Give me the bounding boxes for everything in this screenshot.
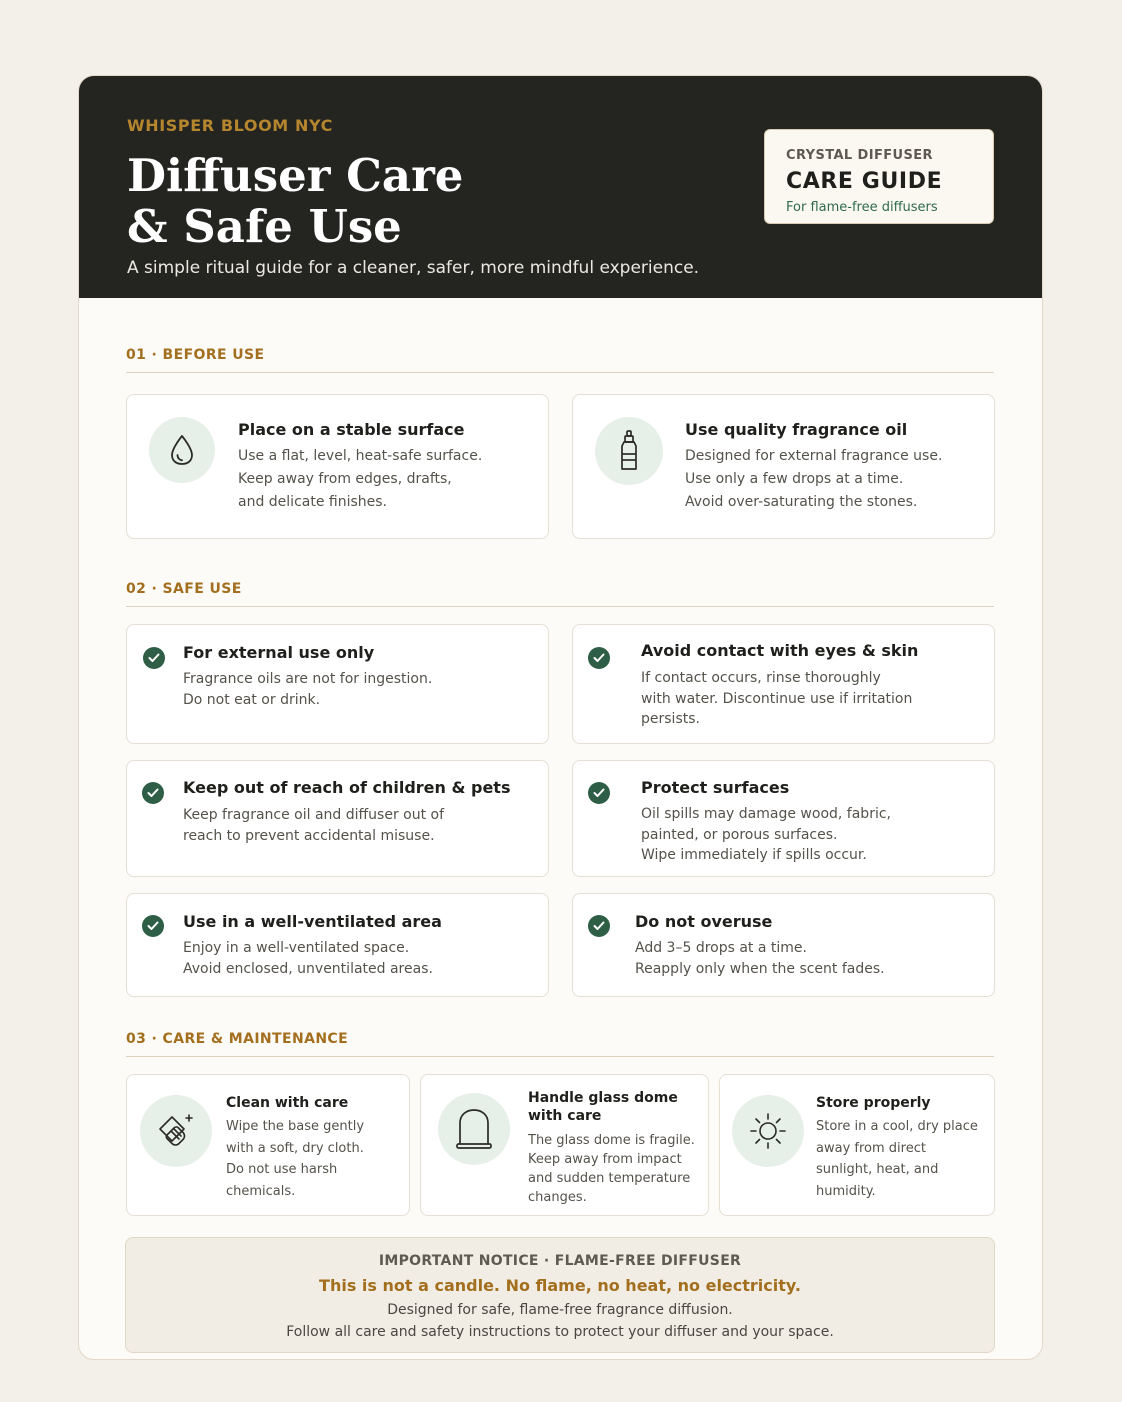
check-icon	[588, 915, 610, 937]
card-title: For external use only	[183, 643, 375, 662]
card-line: reach to prevent accidental misuse.	[183, 827, 435, 844]
card-title-line: Handle glass dome	[528, 1090, 678, 1106]
card-title-line: Store properly	[816, 1095, 931, 1111]
card-line: The glass dome is fragile.	[528, 1133, 695, 1148]
badge-eyebrow: CRYSTAL DIFFUSER	[786, 148, 933, 163]
brand-name: WHISPER BLOOM NYC	[127, 116, 333, 135]
card-body	[641, 804, 891, 866]
card-line: Add 3–5 drops at a time.	[635, 940, 807, 956]
page-subtitle: A simple ritual guide for a cleaner, safer, more mindful experience.	[127, 258, 700, 278]
card-body	[226, 1116, 364, 1202]
card-line: changes.	[528, 1190, 587, 1205]
care-guide-badge	[764, 129, 994, 224]
card-line: Avoid enclosed, unventilated areas.	[183, 960, 433, 977]
card-ventilated-area	[126, 893, 549, 997]
card-line: Wipe immediately if spills occur.	[641, 847, 867, 863]
card-title	[528, 1089, 678, 1125]
card-body	[641, 668, 912, 730]
card-fragrance-oil	[572, 394, 995, 539]
sun-icon	[732, 1095, 804, 1167]
card-external-use	[126, 624, 549, 744]
check-icon	[143, 647, 165, 669]
card-line: Avoid over-saturating the stones.	[685, 494, 918, 510]
card-title	[226, 1094, 348, 1112]
section-divider	[126, 372, 994, 373]
card-line: with a soft, dry cloth.	[226, 1140, 364, 1156]
card-line: Fragrance oils are not for ingestion.	[183, 671, 433, 687]
card-line: persists.	[641, 711, 700, 727]
cleaning-hand-icon	[140, 1095, 212, 1167]
notice-line-2: Follow all care and safety instructions to protect your diffuser and your space.	[286, 1324, 834, 1340]
check-icon	[142, 915, 164, 937]
header-banner	[79, 76, 1043, 298]
card-line: Store in a cool, dry place	[816, 1119, 978, 1134]
card-line: Enjoy in a well-ventilated space.	[183, 940, 410, 956]
card-body	[183, 669, 432, 710]
notice-headline: This is not a candle. No flame, no heat, no electricity.	[319, 1276, 801, 1295]
card-line: chemicals.	[226, 1183, 296, 1199]
card-line: Keep fragrance oil and diffuser out of	[183, 807, 445, 823]
card-line: and sudden temperature	[528, 1171, 691, 1186]
card-line: Use only a few drops at a time.	[685, 471, 904, 487]
card-title-line: with care	[528, 1108, 602, 1124]
card-title: Avoid contact with eyes & skin	[641, 641, 919, 660]
care-guide-sheet	[78, 75, 1043, 1360]
card-body	[183, 805, 444, 846]
drop-icon	[149, 417, 215, 483]
card-body	[183, 938, 433, 979]
card-children-pets	[126, 760, 549, 877]
important-notice	[125, 1237, 995, 1353]
page-title	[127, 150, 463, 252]
badge-subtitle: For flame-free diffusers	[786, 200, 938, 215]
card-line: and delicate finishes.	[238, 494, 388, 510]
card-title	[816, 1094, 931, 1112]
bottle-icon	[595, 417, 663, 485]
card-title-line: Clean with care	[226, 1095, 349, 1111]
badge-title: CARE GUIDE	[786, 169, 943, 194]
card-line: Wipe the base gently	[226, 1119, 365, 1134]
glass-dome-icon	[438, 1093, 510, 1165]
card-body	[685, 445, 942, 514]
card-protect-surfaces	[572, 760, 995, 877]
card-line: sunlight, heat, and	[816, 1162, 939, 1177]
card-title: Keep out of reach of children & pets	[183, 778, 511, 797]
card-line: painted, or porous surfaces.	[641, 826, 838, 843]
section-label-safe-use: 02 · SAFE USE	[126, 581, 242, 597]
card-title: Protect surfaces	[641, 778, 790, 797]
card-line: Do not use harsh	[226, 1162, 338, 1177]
card-stable-surface	[126, 394, 549, 539]
card-title: Do not overuse	[635, 912, 773, 931]
section-label-care: 03 · CARE & MAINTENANCE	[126, 1031, 349, 1047]
section-divider	[126, 1056, 994, 1057]
card-title: Place on a stable surface	[238, 420, 465, 439]
card-body	[635, 938, 885, 979]
card-store-properly	[719, 1074, 995, 1216]
card-clean-with-care	[126, 1074, 410, 1216]
page-title-line-2: & Safe Use	[127, 200, 402, 253]
card-body	[816, 1116, 978, 1202]
card-line: Designed for external fragrance use.	[685, 448, 943, 464]
card-title: Use in a well-ventilated area	[183, 912, 442, 931]
check-icon	[142, 782, 164, 804]
check-icon	[588, 782, 610, 804]
card-do-not-overuse	[572, 893, 995, 997]
section-label-before-use: 01 · BEFORE USE	[126, 347, 265, 363]
card-line: away from direct	[816, 1140, 926, 1156]
page-title-line-1: Diffuser Care	[127, 149, 464, 202]
card-line: Keep away from impact	[528, 1152, 682, 1167]
card-line: If contact occurs, rinse thoroughly	[641, 670, 881, 686]
card-title: Use quality fragrance oil	[685, 420, 908, 439]
card-line: with water. Discontinue use if irritation	[641, 690, 913, 707]
notice-line-1: Designed for safe, flame-free fragrance diffusion.	[387, 1302, 733, 1318]
section-divider	[126, 606, 994, 607]
card-line: Reapply only when the scent fades.	[635, 960, 885, 977]
notice-eyebrow: IMPORTANT NOTICE · FLAME-FREE DIFFUSER	[378, 1253, 742, 1269]
card-body	[528, 1131, 695, 1207]
card-avoid-contact	[572, 624, 995, 744]
card-line: Do not eat or drink.	[183, 691, 321, 708]
card-line: humidity.	[816, 1183, 876, 1199]
card-line: Use a flat, level, heat-safe surface.	[238, 448, 483, 464]
card-line: Oil spills may damage wood, fabric,	[641, 806, 891, 822]
check-icon	[588, 647, 610, 669]
card-body	[238, 445, 482, 514]
card-line: Keep away from edges, drafts,	[238, 471, 452, 487]
card-handle-glass-dome	[420, 1074, 709, 1216]
